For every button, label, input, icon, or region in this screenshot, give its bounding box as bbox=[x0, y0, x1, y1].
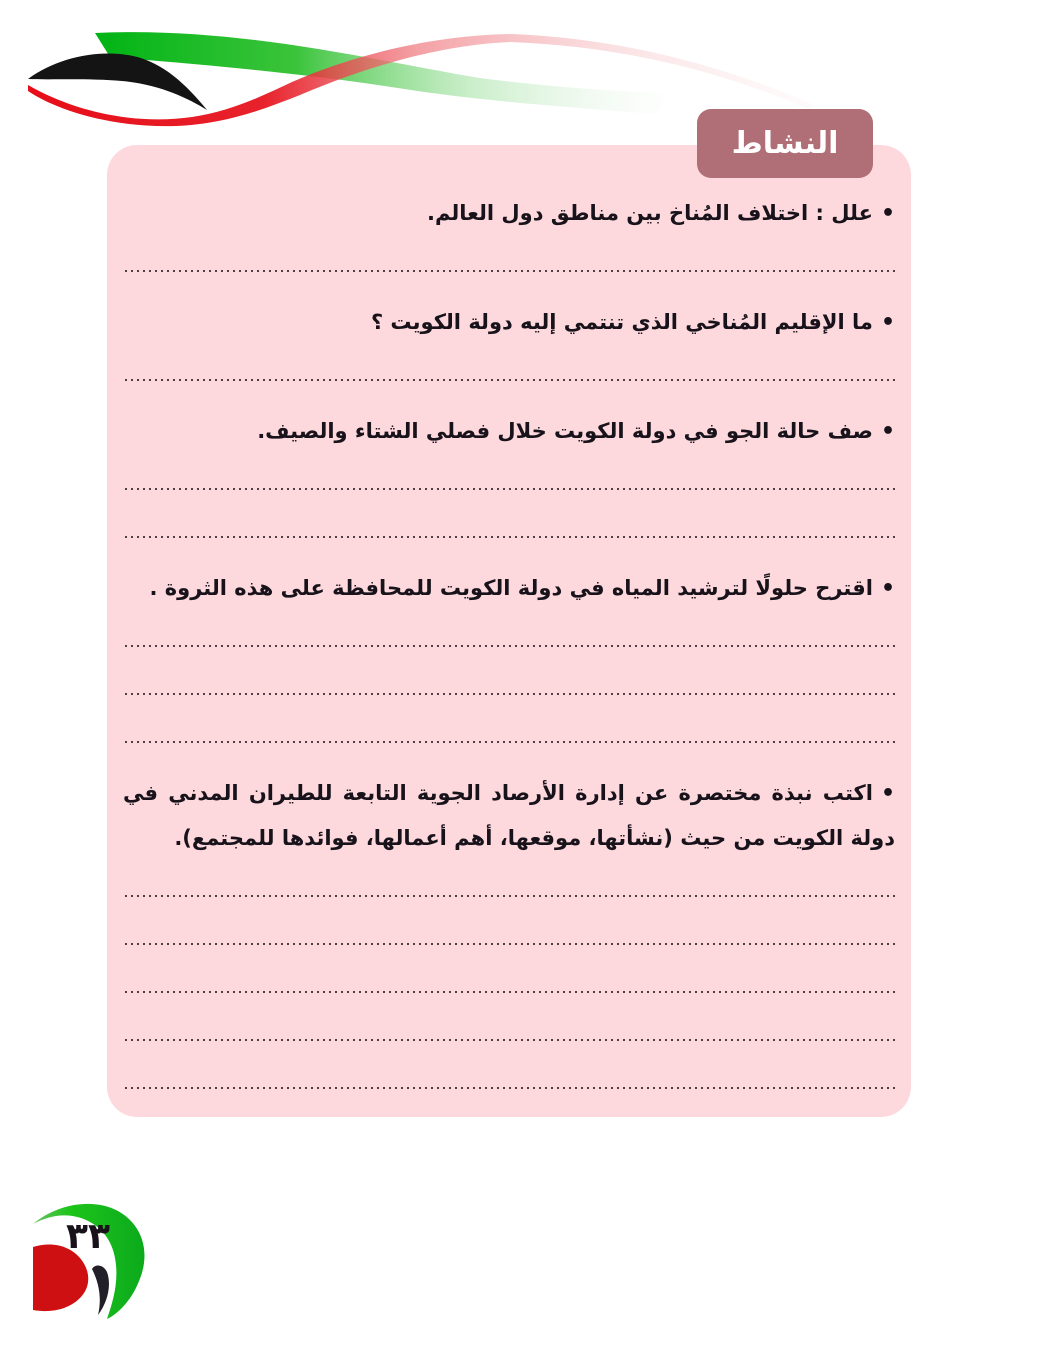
corner-black-shape bbox=[92, 1266, 109, 1315]
question-group bbox=[123, 191, 895, 272]
activity-panel bbox=[107, 145, 911, 1117]
answer-line[interactable] bbox=[123, 991, 895, 993]
answer-line[interactable] bbox=[123, 379, 895, 381]
question-text: اقترح حلولًا لترشيد المياه في دولة الكويت للمحافظة على هذه الثروة . bbox=[149, 576, 873, 600]
question-item bbox=[123, 409, 895, 454]
answer-line[interactable] bbox=[123, 645, 895, 647]
answer-line[interactable] bbox=[123, 270, 895, 272]
question-group bbox=[123, 409, 895, 538]
question-text: علل : اختلاف المُناخ بين مناطق دول العالم. bbox=[426, 201, 873, 225]
question-item bbox=[123, 191, 895, 236]
question-item bbox=[123, 566, 895, 611]
question-item bbox=[123, 300, 895, 345]
answer-line[interactable] bbox=[123, 1087, 895, 1089]
bullet-icon: • bbox=[880, 201, 895, 226]
activity-title-label: النشاط bbox=[731, 126, 839, 161]
question-group bbox=[123, 771, 895, 1089]
question-text: اكتب نبذة مختصرة عن إدارة الأرصاد الجوية التابعة للطيران المدني في دولة الكويت من حيث (نشأتها، موقعها، أهم أعمالها، فوائدها للمجتمع). bbox=[123, 781, 895, 850]
question-group bbox=[123, 566, 895, 743]
answer-line[interactable] bbox=[123, 943, 895, 945]
bullet-icon: • bbox=[880, 781, 895, 806]
bullet-icon: • bbox=[880, 576, 895, 601]
bullet-icon: • bbox=[880, 419, 895, 444]
page-corner-decoration bbox=[0, 1190, 160, 1346]
question-text: ما الإقليم المُناخي الذي تنتمي إليه دولة الكويت ؟ bbox=[370, 310, 873, 334]
bullet-icon: • bbox=[880, 310, 895, 335]
answer-line[interactable] bbox=[123, 536, 895, 538]
page-number: ٣٣ bbox=[66, 1216, 110, 1257]
answer-line[interactable] bbox=[123, 1039, 895, 1041]
question-text: صف حالة الجو في دولة الكويت خلال فصلي الشتاء والصيف. bbox=[257, 419, 873, 443]
question-item bbox=[123, 771, 895, 861]
answer-line[interactable] bbox=[123, 741, 895, 743]
questions-container bbox=[123, 191, 895, 1089]
answer-line[interactable] bbox=[123, 488, 895, 490]
activity-title-badge bbox=[697, 109, 873, 178]
answer-line[interactable] bbox=[123, 693, 895, 695]
answer-line[interactable] bbox=[123, 895, 895, 897]
question-group bbox=[123, 300, 895, 381]
